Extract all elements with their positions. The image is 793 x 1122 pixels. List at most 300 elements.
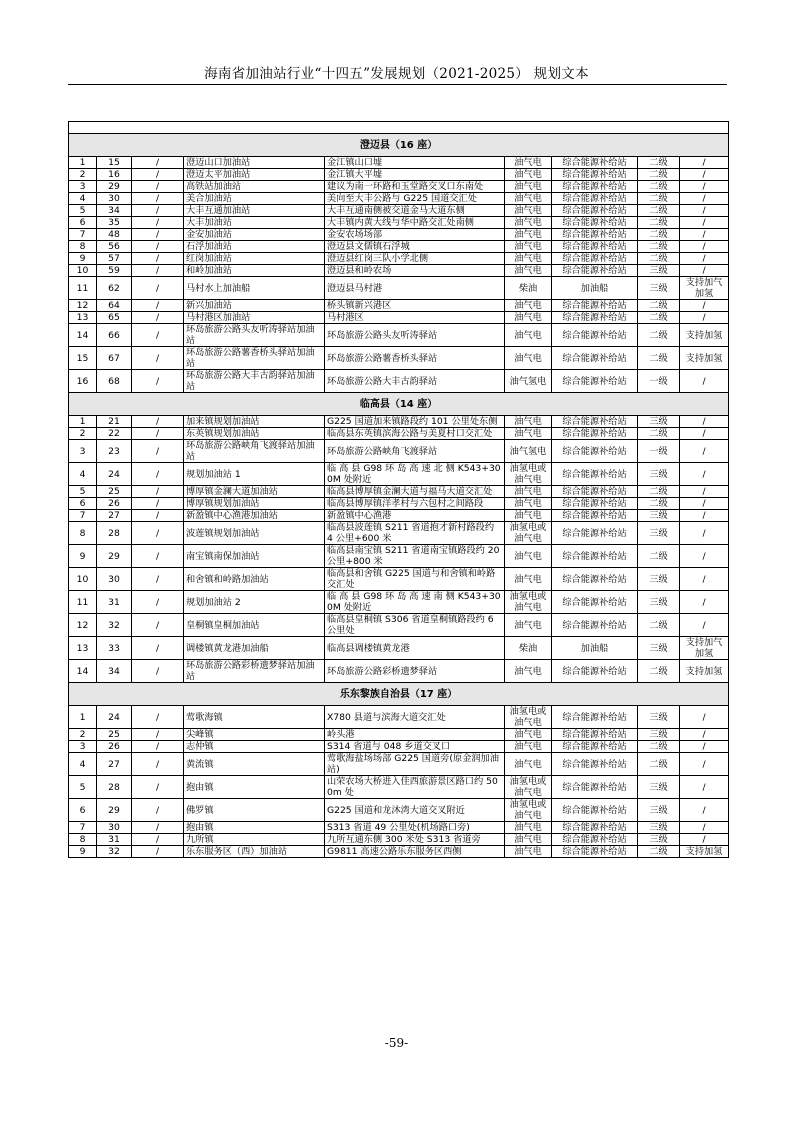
station-type-cell: 综合能源补给站 [552, 799, 638, 822]
energy-type-cell: 油氢电或 油气电 [505, 522, 552, 545]
energy-type-cell: 油气电 [505, 205, 552, 217]
remark-cell: / [680, 799, 729, 822]
header-rule [68, 84, 727, 85]
station-type-cell: 综合能源补给站 [552, 205, 638, 217]
row-no-cell: 3 [69, 181, 97, 193]
remark-cell: 支持加氢 [680, 660, 729, 683]
existing-cell: / [132, 753, 184, 776]
station-name-cell: 新兴加油站 [184, 300, 325, 312]
row-no-cell: 5 [69, 205, 97, 217]
row-no-cell: 11 [69, 591, 97, 614]
station-name-cell: 规划加油站 1 [184, 463, 325, 486]
grade-cell: 三级 [638, 799, 680, 822]
station-name-cell: 马村水上加油船 [184, 277, 325, 300]
row-no-cell: 10 [69, 568, 97, 591]
existing-cell: / [132, 463, 184, 486]
existing-cell: / [132, 324, 184, 347]
location-cell: 临 高 县 G98 环 岛 高 速 南 侧 K543+300M 处附近 [325, 591, 505, 614]
table-row [69, 463, 729, 486]
station-type-cell: 综合能源补给站 [552, 486, 638, 498]
energy-type-cell: 油气电 [505, 347, 552, 370]
row-no-cell: 15 [69, 347, 97, 370]
energy-type-cell: 油气电 [505, 324, 552, 347]
grade-cell: 二级 [638, 741, 680, 753]
section-header [69, 683, 729, 706]
table-row [69, 205, 729, 217]
grade-cell: 二级 [638, 193, 680, 205]
row-no-cell: 4 [69, 193, 97, 205]
remark-cell: / [680, 463, 729, 486]
location-cell: 马村港区 [325, 312, 505, 324]
row-no-cell: 3 [69, 440, 97, 463]
row-no-cell: 5 [69, 776, 97, 799]
energy-type-cell: 油氢电或 油气电 [505, 463, 552, 486]
location-cell: 莺歌海盐场场部 G225 国道旁(原金润加油站) [325, 753, 505, 776]
energy-type-cell: 油气氢电 [505, 370, 552, 393]
remark-cell: / [680, 498, 729, 510]
section-title: 乐东黎族自治县（17 座） [69, 683, 729, 706]
location-cell: 临高县东英镇滨海公路与美夏村口交汇处 [325, 428, 505, 440]
remark-cell: / [680, 568, 729, 591]
station-name-cell: 大丰加油站 [184, 217, 325, 229]
location-cell: 金安农场场部 [325, 229, 505, 241]
station-name-cell: 南宝镇南保加油站 [184, 545, 325, 568]
remark-cell: / [680, 834, 729, 846]
grade-cell: 三级 [638, 591, 680, 614]
location-cell: 临高县皇桐镇 S306 省道皇桐镇路段约 6 公里处 [325, 614, 505, 637]
plan-no-cell: 25 [97, 486, 132, 498]
plan-no-cell: 30 [97, 568, 132, 591]
plan-no-cell: 30 [97, 822, 132, 834]
grade-cell: 二级 [638, 846, 680, 858]
row-no-cell: 7 [69, 510, 97, 522]
station-name-cell: 尖峰镇 [184, 729, 325, 741]
row-no-cell: 4 [69, 753, 97, 776]
station-name-cell: 博厚镇规划加油站 [184, 498, 325, 510]
plan-no-cell: 16 [97, 169, 132, 181]
table-row [69, 510, 729, 522]
grade-cell: 二级 [638, 229, 680, 241]
location-cell: S314 省道与 048 乡道交叉口 [325, 741, 505, 753]
remark-cell: / [680, 181, 729, 193]
plan-no-cell: 66 [97, 324, 132, 347]
energy-type-cell: 油气氢电 [505, 440, 552, 463]
existing-cell: / [132, 416, 184, 428]
existing-cell: / [132, 486, 184, 498]
remark-cell: / [680, 157, 729, 169]
station-type-cell: 综合能源补给站 [552, 312, 638, 324]
row-no-cell: 14 [69, 660, 97, 683]
table-row [69, 614, 729, 637]
table-row [69, 799, 729, 822]
existing-cell: / [132, 522, 184, 545]
station-type-cell: 加油船 [552, 277, 638, 300]
grade-cell: 三级 [638, 776, 680, 799]
station-name-cell: 和舍镇和岭路加油站 [184, 568, 325, 591]
row-no-cell: 16 [69, 370, 97, 393]
location-cell: 大丰镇内黄大线与华中路交汇处南侧 [325, 217, 505, 229]
grade-cell: 二级 [638, 614, 680, 637]
existing-cell: / [132, 440, 184, 463]
existing-cell: / [132, 741, 184, 753]
existing-cell: / [132, 347, 184, 370]
row-no-cell: 13 [69, 637, 97, 660]
existing-cell: / [132, 370, 184, 393]
station-name-cell: 环岛旅游公路头友听涛驿站加油站 [184, 324, 325, 347]
table-row [69, 591, 729, 614]
row-no-cell: 4 [69, 463, 97, 486]
energy-type-cell: 油气电 [505, 822, 552, 834]
remark-cell: / [680, 753, 729, 776]
grade-cell: 三级 [638, 706, 680, 729]
remark-cell: 支持加气 加氢 [680, 277, 729, 300]
table-row [69, 169, 729, 181]
energy-type-cell: 油气电 [505, 300, 552, 312]
row-no-cell: 6 [69, 498, 97, 510]
table-row [69, 312, 729, 324]
grade-cell: 三级 [638, 510, 680, 522]
location-cell: 建议为南一环路和玉堂路交叉口东南处 [325, 181, 505, 193]
location-cell: G225 国道和龙沐湾大道交叉附近 [325, 799, 505, 822]
station-name-cell: 抱由镇 [184, 776, 325, 799]
station-type-cell: 综合能源补给站 [552, 347, 638, 370]
station-name-cell: 高铁站加油站 [184, 181, 325, 193]
grade-cell: 三级 [638, 834, 680, 846]
station-name-cell: 规划加油站 2 [184, 591, 325, 614]
location-cell: 金江镇山口墟 [325, 157, 505, 169]
location-cell: 澄迈县红岗三队小学北侧 [325, 253, 505, 265]
station-type-cell: 综合能源补给站 [552, 591, 638, 614]
remark-cell: 支持加氢 [680, 846, 729, 858]
row-no-cell: 9 [69, 253, 97, 265]
row-no-cell: 5 [69, 486, 97, 498]
energy-type-cell: 油气电 [505, 169, 552, 181]
station-type-cell: 综合能源补给站 [552, 181, 638, 193]
grade-cell: 三级 [638, 568, 680, 591]
station-type-cell: 综合能源补给站 [552, 169, 638, 181]
table-row [69, 834, 729, 846]
energy-type-cell: 油气电 [505, 229, 552, 241]
section-title: 澄迈县（16 座） [69, 134, 729, 157]
grade-cell: 三级 [638, 463, 680, 486]
table-row [69, 706, 729, 729]
row-no-cell: 12 [69, 300, 97, 312]
station-type-cell: 综合能源补给站 [552, 660, 638, 683]
location-cell: 临高县和舍镇 G225 国道与和舍镇和岭路交汇处 [325, 568, 505, 591]
station-type-cell: 综合能源补给站 [552, 428, 638, 440]
table-row [69, 347, 729, 370]
plan-table [68, 121, 729, 858]
table-row [69, 753, 729, 776]
grade-cell: 二级 [638, 253, 680, 265]
location-cell: 临高县博厚镇洋孝村与六包村之间路段 [325, 498, 505, 510]
station-type-cell: 综合能源补给站 [552, 729, 638, 741]
plan-no-cell: 22 [97, 428, 132, 440]
station-name-cell: 九所镇 [184, 834, 325, 846]
existing-cell: / [132, 193, 184, 205]
remark-cell: / [680, 614, 729, 637]
existing-cell: / [132, 241, 184, 253]
plan-no-cell: 29 [97, 799, 132, 822]
row-no-cell: 3 [69, 741, 97, 753]
row-no-cell: 9 [69, 846, 97, 858]
existing-cell: / [132, 834, 184, 846]
station-name-cell: 澄迈太平加油站 [184, 169, 325, 181]
existing-cell: / [132, 729, 184, 741]
station-name-cell: 环岛旅游公路薯香桥头驿站加油站 [184, 347, 325, 370]
station-name-cell: 环岛旅游公路峡角飞渡驿站加油站 [184, 440, 325, 463]
existing-cell: / [132, 614, 184, 637]
remark-cell: 支持加氢 [680, 347, 729, 370]
table-row [69, 660, 729, 683]
station-name-cell: 佛罗镇 [184, 799, 325, 822]
station-name-cell: 金安加油站 [184, 229, 325, 241]
station-type-cell: 综合能源补给站 [552, 300, 638, 312]
remark-cell: / [680, 193, 729, 205]
existing-cell: / [132, 799, 184, 822]
table-row [69, 498, 729, 510]
plan-no-cell: 29 [97, 181, 132, 193]
station-type-cell: 综合能源补给站 [552, 253, 638, 265]
energy-type-cell: 油气电 [505, 416, 552, 428]
location-cell: 新盈镇中心渔港 [325, 510, 505, 522]
remark-cell: / [680, 510, 729, 522]
row-no-cell: 1 [69, 157, 97, 169]
table-row [69, 157, 729, 169]
station-type-cell: 综合能源补给站 [552, 440, 638, 463]
page-header: 海南省加油站行业“十四五”发展规划（2021-2025） 规划文本 [204, 66, 589, 82]
station-type-cell: 综合能源补给站 [552, 706, 638, 729]
plan-no-cell: 29 [97, 545, 132, 568]
row-no-cell: 7 [69, 229, 97, 241]
station-name-cell: 莺歌海镇 [184, 706, 325, 729]
row-no-cell: 8 [69, 522, 97, 545]
remark-cell: / [680, 741, 729, 753]
row-no-cell: 6 [69, 799, 97, 822]
table-row [69, 428, 729, 440]
energy-type-cell: 油气电 [505, 660, 552, 683]
energy-type-cell: 油氢电或 油气电 [505, 706, 552, 729]
station-name-cell: 红岗加油站 [184, 253, 325, 265]
energy-type-cell: 油气电 [505, 241, 552, 253]
energy-type-cell: 油气电 [505, 217, 552, 229]
plan-no-cell: 34 [97, 205, 132, 217]
energy-type-cell: 油气电 [505, 741, 552, 753]
energy-type-cell: 油气电 [505, 486, 552, 498]
remark-cell: / [680, 300, 729, 312]
existing-cell: / [132, 300, 184, 312]
grade-cell: 二级 [638, 241, 680, 253]
location-cell: 桥头镇新兴港区 [325, 300, 505, 312]
remark-cell: / [680, 440, 729, 463]
plan-no-cell: 26 [97, 498, 132, 510]
plan-no-cell: 64 [97, 300, 132, 312]
grade-cell: 三级 [638, 265, 680, 277]
row-no-cell: 1 [69, 706, 97, 729]
existing-cell: / [132, 776, 184, 799]
remark-cell: / [680, 522, 729, 545]
existing-cell: / [132, 181, 184, 193]
row-no-cell: 2 [69, 428, 97, 440]
plan-no-cell: 32 [97, 614, 132, 637]
grade-cell: 二级 [638, 169, 680, 181]
existing-cell: / [132, 253, 184, 265]
grade-cell: 二级 [638, 324, 680, 347]
energy-type-cell: 油气电 [505, 312, 552, 324]
remark-cell: / [680, 169, 729, 181]
existing-cell: / [132, 498, 184, 510]
row-no-cell: 13 [69, 312, 97, 324]
energy-type-cell: 柴油 [505, 277, 552, 300]
energy-type-cell: 油气电 [505, 753, 552, 776]
plan-no-cell: 56 [97, 241, 132, 253]
grade-cell: 三级 [638, 522, 680, 545]
location-cell: 澄迈县马村港 [325, 277, 505, 300]
remark-cell: / [680, 416, 729, 428]
row-no-cell: 12 [69, 614, 97, 637]
energy-type-cell: 油气电 [505, 729, 552, 741]
energy-type-cell: 油气电 [505, 568, 552, 591]
station-type-cell: 综合能源补给站 [552, 498, 638, 510]
location-cell: 岭头港 [325, 729, 505, 741]
grade-cell: 三级 [638, 416, 680, 428]
table-row [69, 545, 729, 568]
remark-cell: / [680, 428, 729, 440]
remark-cell: / [680, 205, 729, 217]
existing-cell: / [132, 205, 184, 217]
station-type-cell: 综合能源补给站 [552, 522, 638, 545]
row-no-cell: 10 [69, 265, 97, 277]
station-name-cell: 石浮加油站 [184, 241, 325, 253]
plan-no-cell: 25 [97, 729, 132, 741]
location-cell: G225 国道加来镇路段约 101 公里处东侧 [325, 416, 505, 428]
station-type-cell: 综合能源补给站 [552, 324, 638, 347]
location-cell: 临高县波莲镇 S211 省道抱才新村路段约 4 公里+600 米 [325, 522, 505, 545]
remark-cell: 支持加氢 [680, 324, 729, 347]
location-cell: 环岛旅游公路头友听涛驿站 [325, 324, 505, 347]
station-type-cell: 综合能源补给站 [552, 846, 638, 858]
station-name-cell: 调楼镇黄龙港加油船 [184, 637, 325, 660]
existing-cell: / [132, 846, 184, 858]
location-cell: 山荣农场大桥进入佳西旅游景区路口约 500m 处 [325, 776, 505, 799]
row-no-cell: 8 [69, 241, 97, 253]
energy-type-cell: 油气电 [505, 428, 552, 440]
existing-cell: / [132, 822, 184, 834]
table-row [69, 265, 729, 277]
plan-no-cell: 31 [97, 834, 132, 846]
plan-no-cell: 28 [97, 522, 132, 545]
remark-cell: / [680, 265, 729, 277]
table-row [69, 486, 729, 498]
table-row [69, 729, 729, 741]
grade-cell: 一级 [638, 440, 680, 463]
table-row [69, 440, 729, 463]
location-cell: 金江镇大平墟 [325, 169, 505, 181]
plan-no-cell: 68 [97, 370, 132, 393]
grade-cell: 二级 [638, 205, 680, 217]
existing-cell: / [132, 265, 184, 277]
table-row [69, 776, 729, 799]
station-name-cell: 澄迈山口加油站 [184, 157, 325, 169]
grade-cell: 二级 [638, 486, 680, 498]
location-cell: S313 省道 49 公里处(机场路口旁) [325, 822, 505, 834]
existing-cell: / [132, 277, 184, 300]
station-type-cell: 综合能源补给站 [552, 241, 638, 253]
location-cell: 环岛旅游公路大丰古韵驿站 [325, 370, 505, 393]
station-type-cell: 综合能源补给站 [552, 510, 638, 522]
station-name-cell: 博厚镇金澜大道加油站 [184, 486, 325, 498]
station-name-cell: 波莲镇规划加油站 [184, 522, 325, 545]
plan-no-cell: 28 [97, 776, 132, 799]
row-no-cell: 6 [69, 217, 97, 229]
existing-cell: / [132, 568, 184, 591]
grade-cell: 二级 [638, 545, 680, 568]
table-row [69, 181, 729, 193]
energy-type-cell: 油气电 [505, 193, 552, 205]
grade-cell: 三级 [638, 822, 680, 834]
table-row [69, 300, 729, 312]
grade-cell: 二级 [638, 181, 680, 193]
grade-cell: 二级 [638, 300, 680, 312]
station-name-cell: 加来镇规划加油站 [184, 416, 325, 428]
remark-cell: / [680, 370, 729, 393]
location-cell: X780 县道与滨海大道交汇处 [325, 706, 505, 729]
remark-cell: / [680, 217, 729, 229]
grade-cell: 三级 [638, 637, 680, 660]
grade-cell: 三级 [638, 729, 680, 741]
remark-cell: / [680, 229, 729, 241]
existing-cell: / [132, 545, 184, 568]
remark-cell: / [680, 706, 729, 729]
location-cell: 环岛旅游公路峡角飞渡驿站 [325, 440, 505, 463]
plan-no-cell: 32 [97, 846, 132, 858]
existing-cell: / [132, 660, 184, 683]
location-cell: 九所互通东侧 300 米处 S313 省道旁 [325, 834, 505, 846]
blank-cell [69, 122, 729, 134]
energy-type-cell: 油气电 [505, 846, 552, 858]
location-cell: 澄迈县文儒镇石浮城 [325, 241, 505, 253]
row-no-cell: 11 [69, 277, 97, 300]
plan-no-cell: 27 [97, 753, 132, 776]
existing-cell: / [132, 157, 184, 169]
row-no-cell: 8 [69, 834, 97, 846]
existing-cell: / [132, 169, 184, 181]
station-type-cell: 综合能源补给站 [552, 568, 638, 591]
table-row [69, 637, 729, 660]
plan-no-cell: 23 [97, 440, 132, 463]
station-type-cell: 综合能源补给站 [552, 614, 638, 637]
grade-cell: 二级 [638, 660, 680, 683]
station-type-cell: 综合能源补给站 [552, 834, 638, 846]
remark-cell: / [680, 253, 729, 265]
station-name-cell: 和岭加油站 [184, 265, 325, 277]
energy-type-cell: 油气电 [505, 834, 552, 846]
plan-no-cell: 26 [97, 741, 132, 753]
plan-no-cell: 27 [97, 510, 132, 522]
existing-cell: / [132, 510, 184, 522]
station-name-cell: 环岛旅游公路大丰古韵驿站加油站 [184, 370, 325, 393]
energy-type-cell: 油氢电或 油气电 [505, 591, 552, 614]
plan-no-cell: 30 [97, 193, 132, 205]
table-row [69, 846, 729, 858]
existing-cell: / [132, 706, 184, 729]
location-cell: 环岛旅游公路薯香桥头驿站 [325, 347, 505, 370]
page-number: -59- [384, 1036, 409, 1050]
section-title: 临高县（14 座） [69, 393, 729, 416]
location-cell: 临高县调楼镇黄龙港 [325, 637, 505, 660]
row-no-cell: 2 [69, 729, 97, 741]
remark-cell: / [680, 776, 729, 799]
